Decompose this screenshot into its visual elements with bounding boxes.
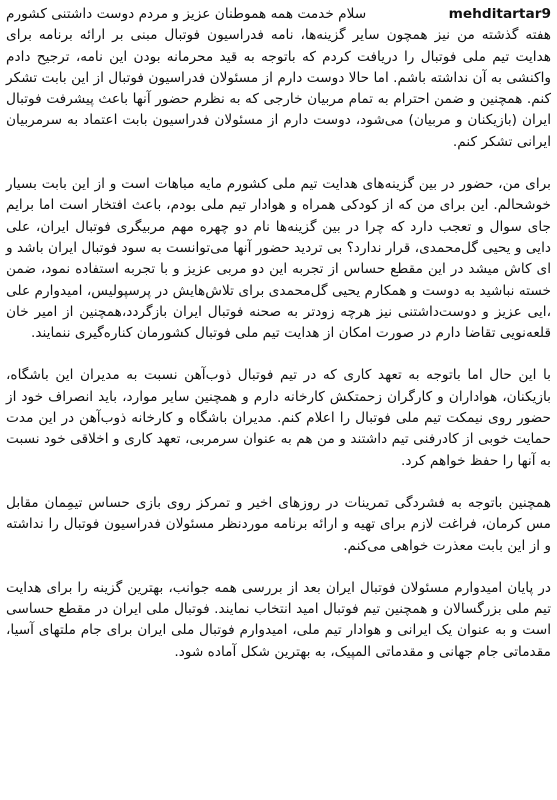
caption-first-line bbox=[6, 4, 551, 25]
caption-paragraph: برای من، حضور در بین گزینه‌های هدایت تیم ملی کشورم مایه مباهات است و از این بابت بسیار خوشحالم. این برای من که از کودکی همراه و هوادار تیم ملی بودم، باعث افتخار است اما برایم جای سوال و تعجب دارد که چرا در بین گزینه‌ها نام دو چهره مهم مربیگری فوتبال ایران، علی دایی و یحیی گل‌محمدی، قرار ندارد؟ بی تردید حضور آنها می‌توانست به سود فوتبال ایران باشد و ای کاش میشد در این مقطع حساس از تجربه این دو مربی عزیز و با تجربه استفاده نمود، ضمن خسته نباشید به دوست و همکارم یحیی گل‌محمدی برای تلاش‌هایش در پرسپولیس، امیدوارم علی ،ایی عزیز و دوست‌داشتنی نیز هرچه زودتر به صحنه فوتبال ایران بازگردد،همچنین از امیر خان قلعه‌نویی تقاضا دارم در صورت امکان از هدایت تیم ملی فوتبال کشورمان کناره‌گیری ننمایند. bbox=[6, 176, 551, 342]
caption-paragraph: همچنین باتوجه به فشردگی تمرینات در روزهای اخیر و تمرکز روی بازی حساس تیمِمان مقابل مس کرمان، فراغت لازم برای تهیه و ارائه برنامه موردنظر مسئولان فدراسیون فوتبال را نداشته و از این بابت معذرت خواهی می‌کنم. bbox=[6, 494, 551, 554]
username-link[interactable]: mehditartar9 bbox=[448, 6, 551, 22]
greeting-text: سلام خدمت همه هموطنان عزیز و مردم دوست داشتنی کشورم bbox=[6, 6, 367, 22]
caption-paragraph: در پایان امیدوارم مسئولان فوتبال ایران بعد از بررسی همه جوانب، بهترین گزینه را برای هدایت تیم ملی بزرگسالان و همچنین تیم فوتبال امید انتخاب نمایند. فوتبال ملی ایران در مقطع حساسی است و به عنوان یک ایرانی و هوادار تیم ملی، امیدوارم فوتبال ملی ایران برای جام ملتهای آسیا، مقدماتی جام جهانی و مقدماتی المپیک، به بهترین شکل آماده شود. bbox=[6, 579, 551, 660]
caption-paragraph: هفته گذشته من نیز همچون سایر گزینه‌ها، نامه فدراسیون فوتبال مبنی بر ارائه برنامه برای هدایت تیم ملی فوتبال را دریافت کردم که باتوجه به قید محرمانه بودن این نامه، ترجیح دادم واکنشی به آن نداشته باشم. اما حالا دوست دارم از مسئولان فدراسیون فوتبال از این بابت تشکر کنم. همچنین و ضمن احترام به تمام مربیان خارجی که به نظرم حضور آنها باعث پیشرفت فوتبال ایران (بازیکنان و مربیان) می‌شود، دوست دارم از مسئولان فدراسیون بابت اعتماد به سرمربیان ایرانی تشکر کنم. bbox=[6, 27, 551, 150]
caption-paragraph: با این حال اما باتوجه به تعهد کاری که در تیم فوتبال ذوب‌آهن نسبت به مدیران این باشگاه، بازیکنان، هواداران و کارگران زحمتکش کارخانه دارم و همچنین سایر موارد، باید انصراف خود از حضور روی نیمکت تیم ملی فوتبال را اعلام کنم. مدیران باشگاه و کارخانه ذوب‌آهن در این مدت حمایت خوبی از کادرفنی تیم داشتند و من هم به عنوان سرمربی، تعهد کاری و اخلاقی خود نسبت به آنها را حفظ خواهم کرد. bbox=[6, 367, 551, 469]
